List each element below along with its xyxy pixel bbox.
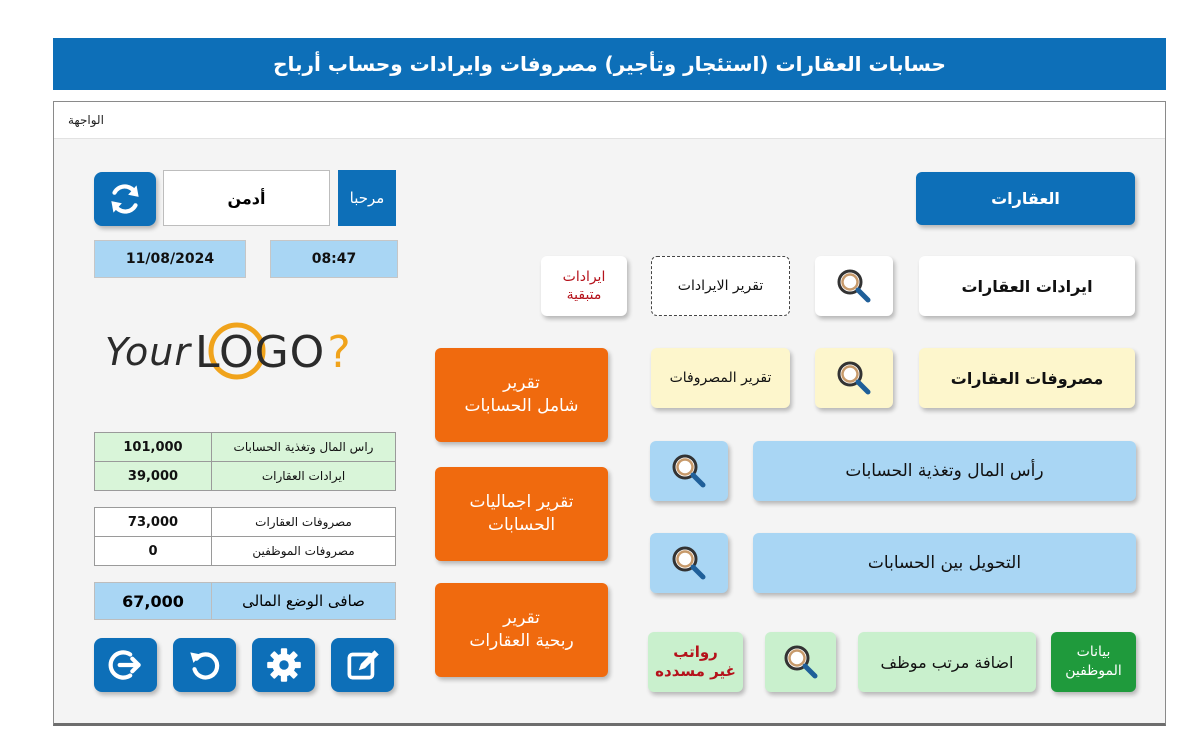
edit-icon [342,644,384,686]
app-banner [53,38,1166,90]
company-logo [105,316,395,388]
unpaid-salaries-button[interactable] [648,632,743,692]
settings-button[interactable] [252,638,315,692]
logo-text-your: Your [105,330,191,374]
summary-label: راس المال وتغذية الحسابات [212,433,396,462]
app-title: حسابات العقارات (استئجار وتأجير) مصروفات وايرادات وحساب أرباح [273,52,946,76]
comprehensive-report-button[interactable] [435,348,608,442]
date-value: 11/08/2024 [125,251,215,267]
summary-value: 73,000 [95,508,212,537]
search-icon [834,266,874,306]
add-salary-button[interactable] [858,632,1036,692]
expenses-report-label: تقرير المصروفات [669,370,772,386]
button-label-line1: تقرير [503,608,540,629]
summary-table-income [94,432,396,491]
table-row [95,508,396,537]
button-label-line1: بيانات [1076,644,1111,661]
table-row [95,462,396,491]
summary-table-expenses [94,507,396,566]
capital-funding-button[interactable] [753,441,1136,501]
search-salaries-button[interactable] [765,632,836,692]
window-title: الواجهة [68,113,104,127]
revenues-report-label: تقرير الايرادات [677,278,764,294]
button-label-line1: ايرادات [562,268,606,285]
search-expenses-button[interactable] [815,348,893,408]
window-titlebar [54,102,1165,139]
summary-value: 39,000 [95,462,212,491]
date-display [94,240,246,278]
property-expenses-button[interactable] [919,348,1135,408]
net-position-value: 67,000 [95,583,211,619]
gear-icon [263,644,305,686]
revenues-report-button[interactable] [651,256,790,316]
capital-funding-label: رأس المال وتغذية الحسابات [845,461,1044,481]
button-label-line2: شامل الحسابات [464,396,579,416]
net-position [94,582,396,620]
search-capital-button[interactable] [650,441,728,501]
net-position-label: صافى الوضع المالى [211,583,395,619]
button-label-line2: الموظفين [1065,663,1122,679]
button-label-line2: غير مسدده [655,662,736,680]
table-row [95,433,396,462]
summary-label: مصروفات العقارات [212,508,396,537]
search-icon [669,543,709,583]
property-revenues-button[interactable] [919,256,1135,316]
search-revenues-button[interactable] [815,256,893,316]
user-name-field [163,170,330,226]
undo-icon [184,644,226,686]
search-icon [781,642,821,682]
transfer-accounts-label: التحويل بين الحسابات [867,553,1022,573]
property-revenues-label: ايرادات العقارات [961,276,1093,296]
property-expenses-label: مصروفات العقارات [950,368,1104,388]
profitability-report-button[interactable] [435,583,608,677]
transfer-accounts-button[interactable] [753,533,1136,593]
summary-value: 0 [95,537,212,566]
button-label-line1: رواتب [673,642,718,661]
employees-data-button[interactable] [1051,632,1136,692]
search-transfer-button[interactable] [650,533,728,593]
edit-button[interactable] [331,638,394,692]
properties-button[interactable] [916,172,1135,225]
table-row [95,537,396,566]
search-icon [834,358,874,398]
button-label-line2: ربحية العقارات [469,631,574,651]
refresh-icon [104,178,146,220]
add-salary-label: اضافة مرتب موظف [880,652,1014,672]
summary-label: مصروفات الموظفين [212,537,396,566]
button-label-line1: تقرير اجماليات [469,492,574,513]
totals-report-button[interactable] [435,467,608,561]
time-display [270,240,398,278]
refresh-button[interactable] [94,172,156,226]
remaining-revenues-button[interactable] [541,256,627,316]
logout-icon [105,644,147,686]
summary-label: ايرادات العقارات [212,462,396,491]
button-label-line1: تقرير [503,373,540,394]
undo-button[interactable] [173,638,236,692]
button-label-line2: متبقية [566,287,602,303]
user-name: أدمن [227,188,266,208]
expenses-report-button[interactable] [651,348,790,408]
logout-button[interactable] [94,638,157,692]
button-label-line2: الحسابات [487,515,556,535]
logo-text-question: ? [327,326,351,378]
welcome-text: مرحبا [349,189,385,207]
properties-label: العقارات [991,189,1060,208]
search-icon [669,451,709,491]
time-value: 08:47 [311,251,357,267]
logo-text-logo: LOGO [195,327,325,378]
summary-value: 101,000 [95,433,212,462]
welcome-label [338,170,396,226]
